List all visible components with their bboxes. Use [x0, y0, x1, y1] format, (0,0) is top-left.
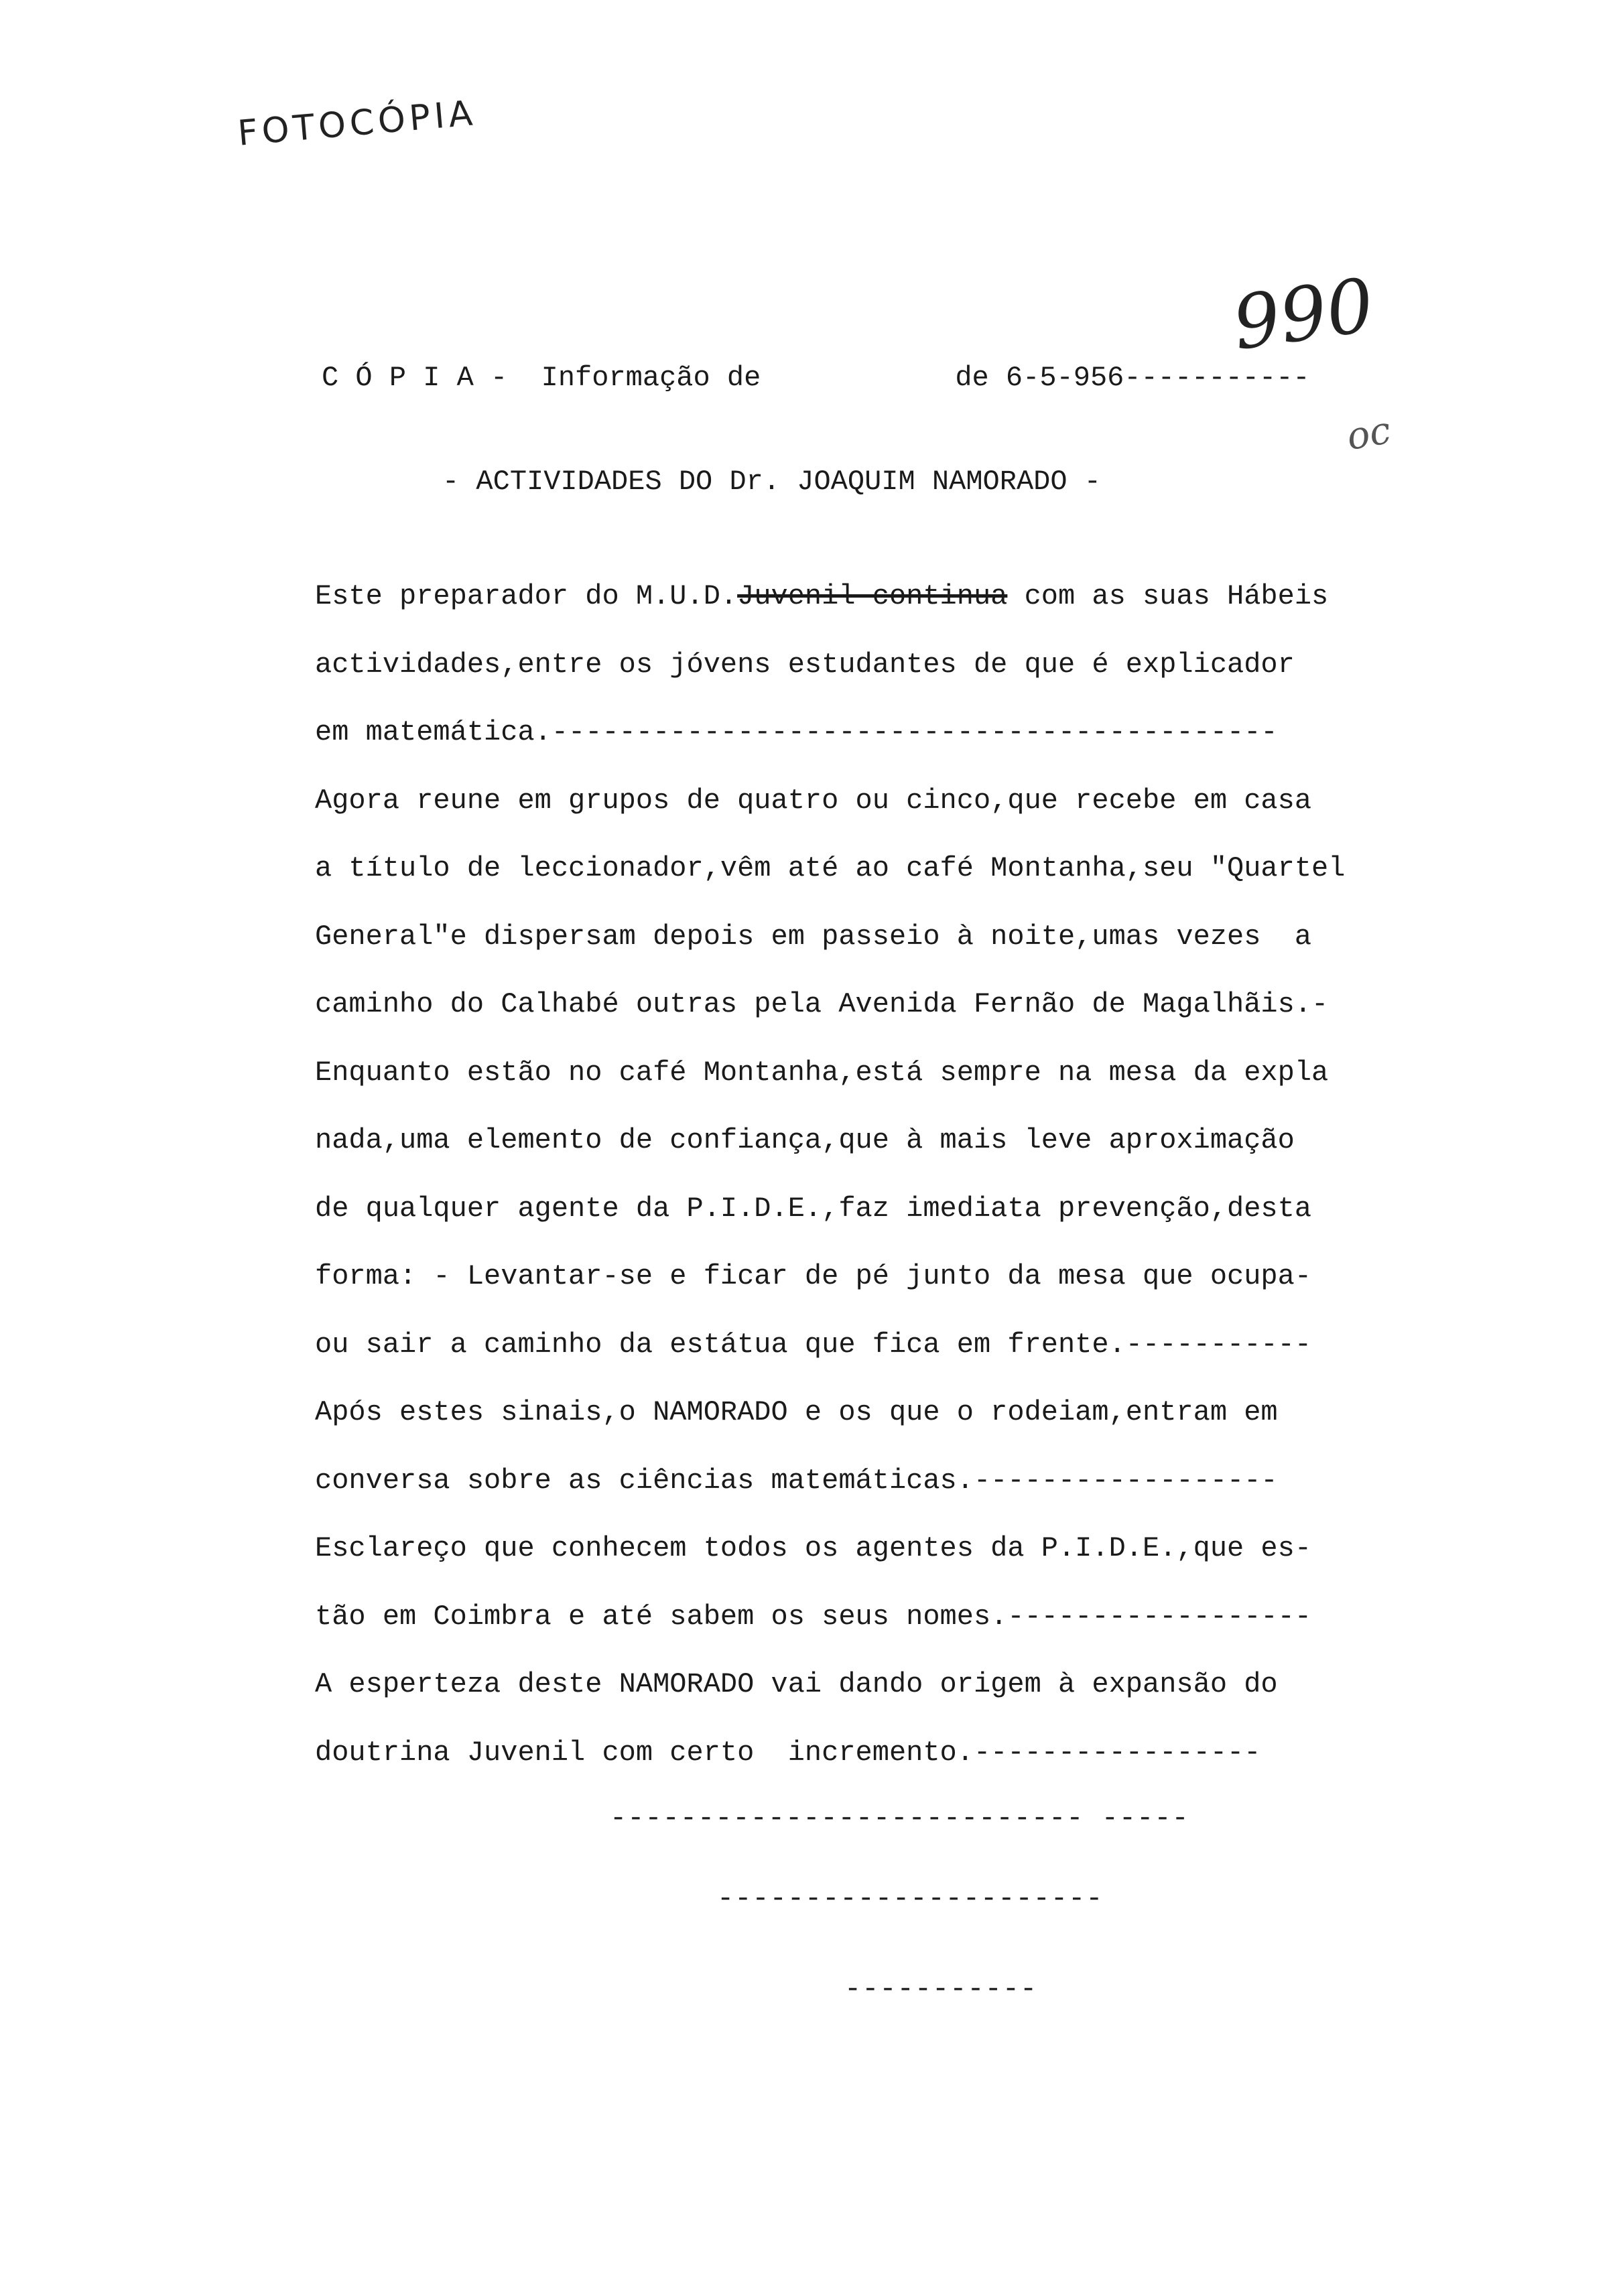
- body-line: nada,uma elemento de confiança,que à mais leve aproximação: [315, 1124, 1295, 1156]
- body-line: conversa sobre as ciências matemáticas.------------------: [315, 1464, 1278, 1497]
- body-line: Enquanto estão no café Montanha,está sempre na mesa da expla: [315, 1056, 1329, 1089]
- document-body: [315, 563, 1521, 1787]
- body-line-1: [315, 563, 1521, 631]
- body-line: A esperteza deste NAMORADO vai dando origem à expansão do: [315, 1668, 1278, 1700]
- body-line: Agora reune em grupos de quatro ou cinco,que recebe em casa: [315, 784, 1312, 817]
- body-line: forma: - Levantar-se e ficar de pé junto da mesa que ocupa-: [315, 1260, 1312, 1292]
- body-line: actividades,entre os jóvens estudantes de que é explicador: [315, 648, 1295, 681]
- body-line-1-start: Este preparador do M.U.D.: [315, 580, 738, 612]
- body-line: General"e dispersam depois em passeio à noite,umas vezes a: [315, 920, 1312, 953]
- document-title: - ACTIVIDADES DO Dr. JOAQUIM NAMORADO -: [442, 466, 1101, 498]
- body-line: Após estes sinais,o NAMORADO e os que o rodeiam,entram em: [315, 1396, 1278, 1428]
- handwritten-mark: oc: [1343, 408, 1395, 460]
- document-header: [322, 362, 1481, 394]
- header-label: C Ó P I A - Informação de: [322, 362, 761, 394]
- closing-rule-1: --------------------------- -----: [610, 1802, 1189, 1834]
- body-line: de qualquer agente da P.I.D.E.,faz imediata prevenção,desta: [315, 1192, 1312, 1225]
- body-line: tão em Coimbra e até sabem os seus nomes.------------------: [315, 1600, 1312, 1633]
- photocopy-stamp: FOTOCÓPIA: [236, 92, 478, 154]
- body-line: doutrina Juvenil com certo incremento.-----------------: [315, 1736, 1261, 1769]
- body-line: caminho do Calhabé outras pela Avenida Fernão de Magalhãis.-: [315, 988, 1329, 1020]
- closing-rule-3: -----------: [844, 1973, 1038, 2005]
- header-dashes: -----------: [1124, 362, 1310, 394]
- handwritten-page-number: 990: [1228, 262, 1379, 366]
- body-line: Esclareço que conhecem todos os agentes da P.I.D.E.,que es-: [315, 1532, 1312, 1564]
- body-line: a título de leccionador,vêm até ao café Montanha,seu "Quartel: [315, 852, 1346, 884]
- header-date: de 6-5-956: [955, 362, 1124, 394]
- body-line-1-end: com as suas Hábeis: [1007, 580, 1329, 612]
- body-line: em matemática.-------------------------------------------: [315, 716, 1278, 748]
- body-line: ou sair a caminho da estátua que fica em frente.-----------: [315, 1328, 1312, 1361]
- struck-text: Juvenil continua: [737, 580, 1008, 612]
- closing-rule-2: ----------------------: [717, 1883, 1104, 1915]
